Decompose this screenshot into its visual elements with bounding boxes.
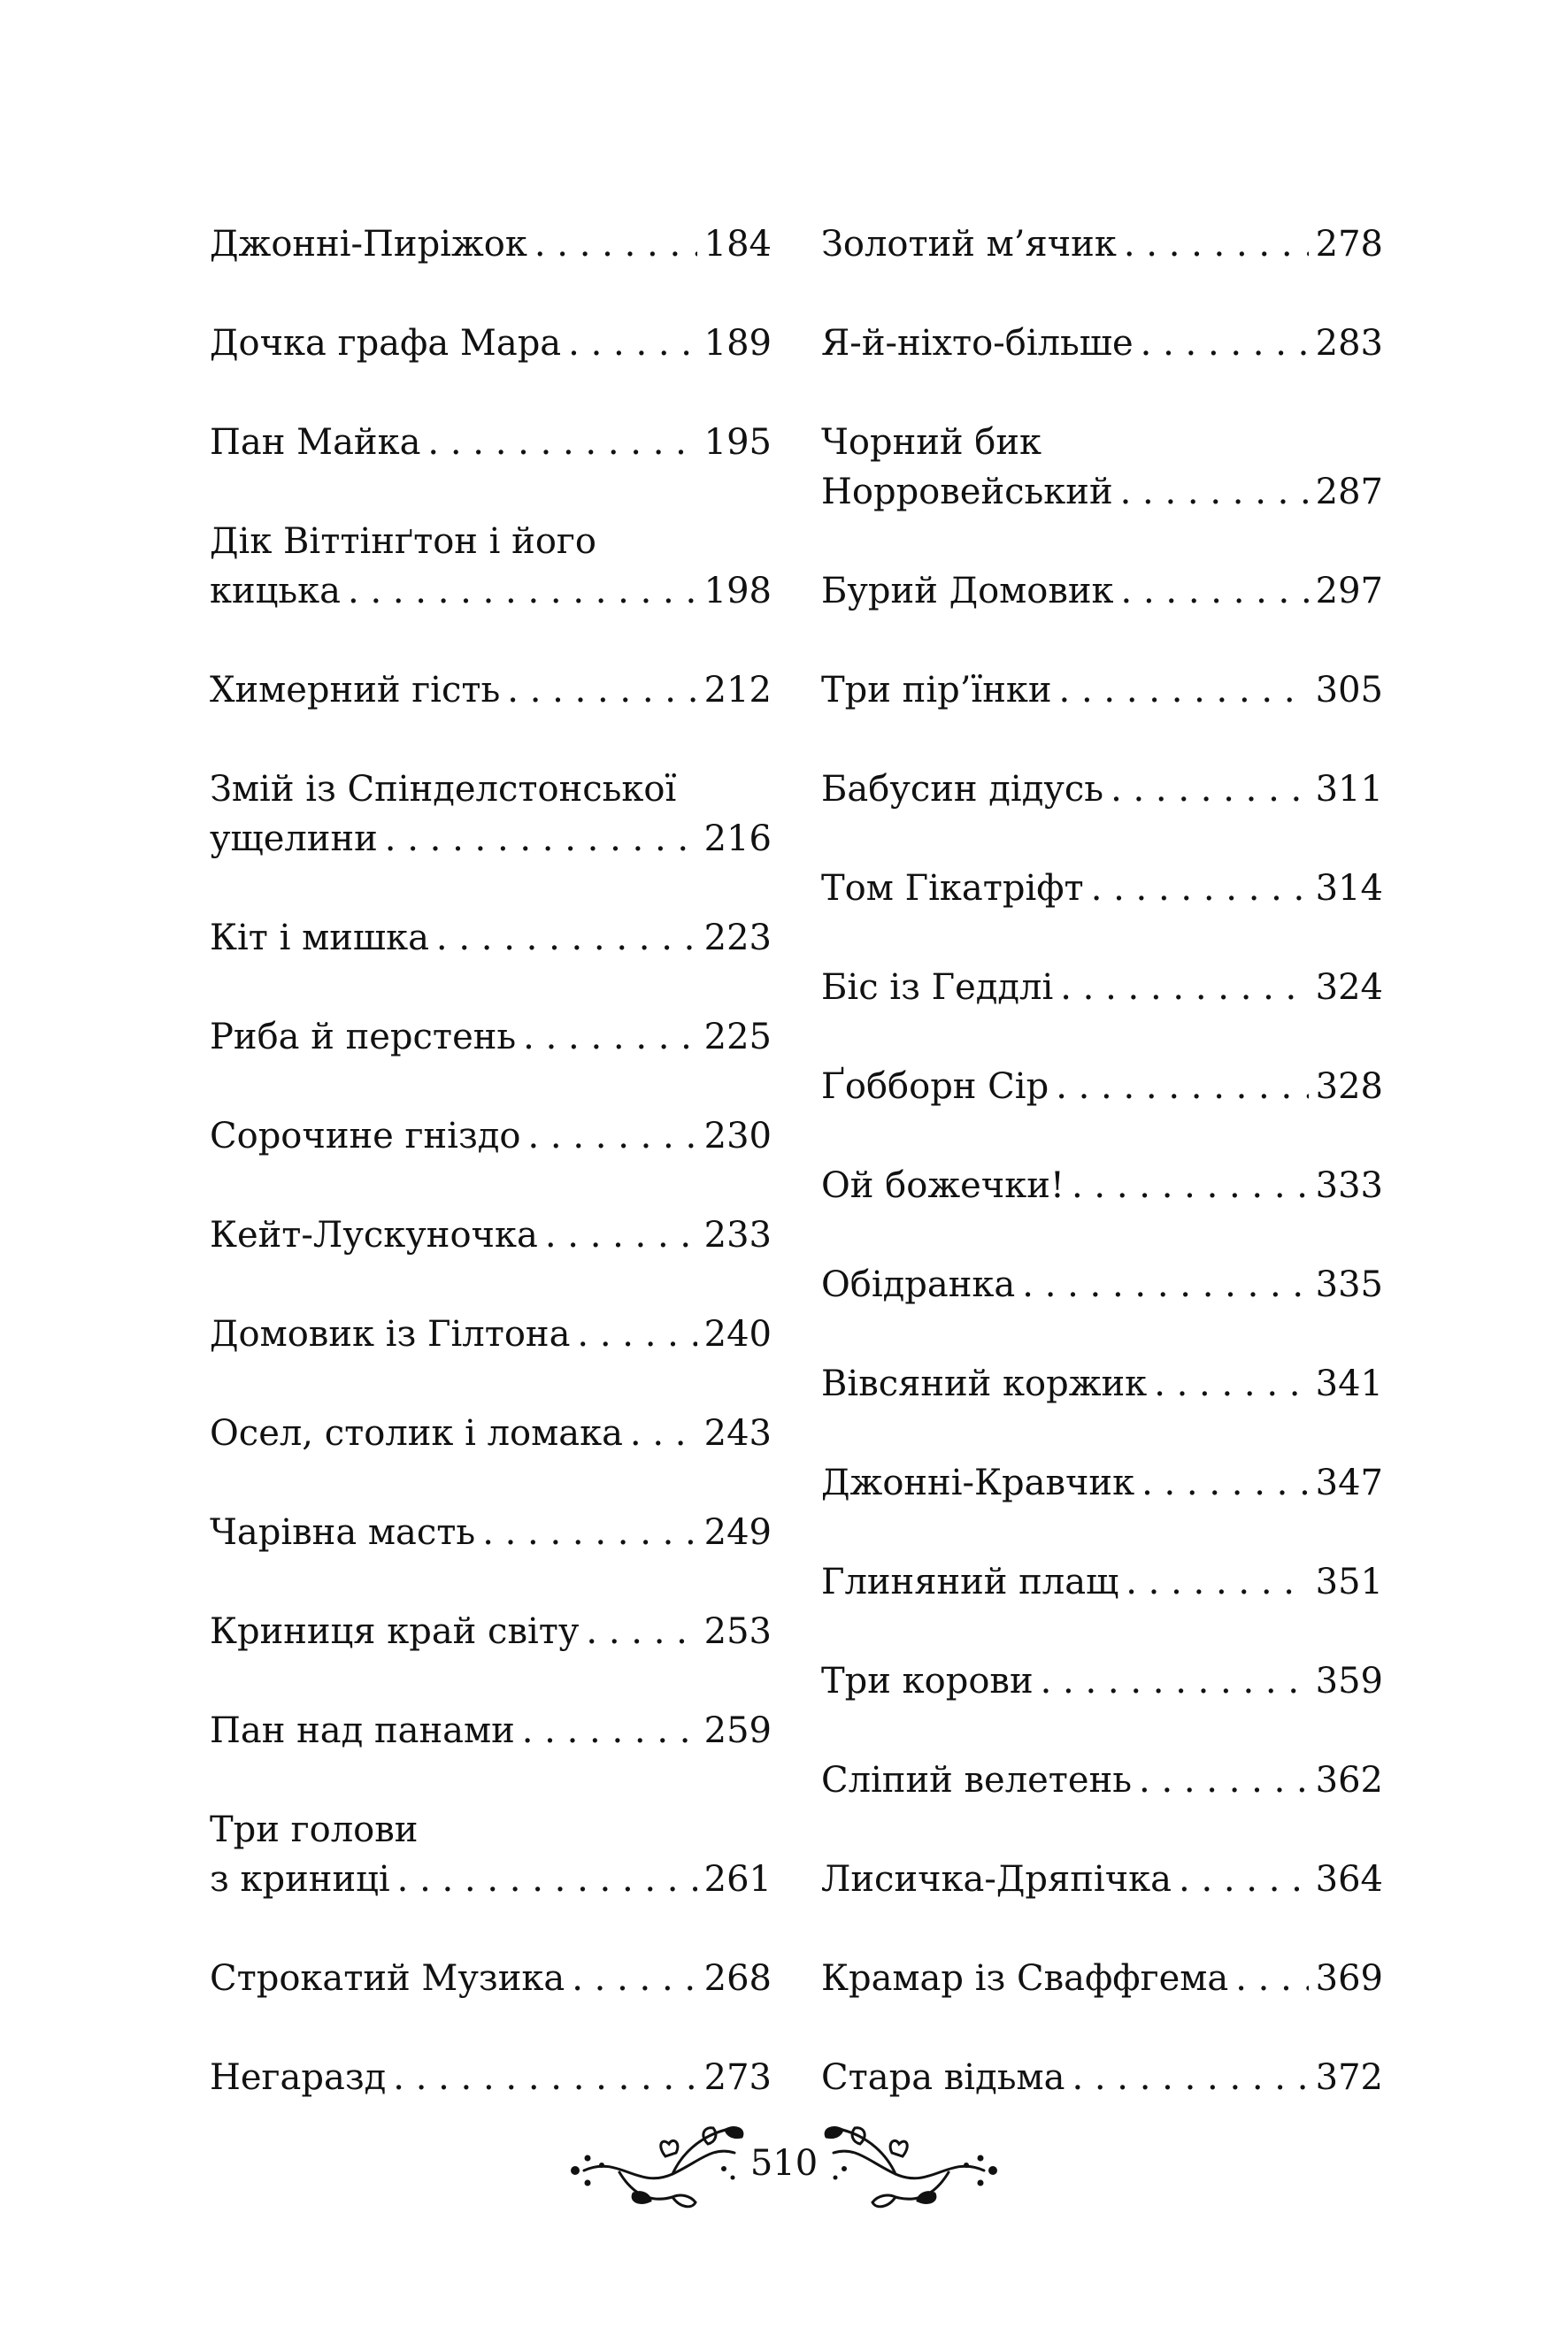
leader-dots — [1111, 764, 1309, 814]
toc-entry-title: Кіт і мишка — [210, 918, 429, 958]
toc-entry-page: 305 — [1315, 670, 1383, 711]
toc-entry-page: 243 — [703, 1413, 772, 1454]
leader-dots — [397, 1855, 697, 1904]
toc-entry-title: Дочка графа Мара — [210, 323, 562, 364]
toc-entry-page: 198 — [703, 571, 772, 611]
toc-entry-page: 372 — [1315, 2057, 1383, 2098]
leader-dots — [523, 1012, 696, 1062]
leader-dots — [522, 1706, 697, 1756]
toc-entry[interactable] — [821, 1756, 1383, 1805]
leader-dots — [527, 1111, 696, 1161]
toc-entry[interactable] — [210, 1508, 772, 1557]
leader-dots — [1072, 2053, 1308, 2102]
toc-entry[interactable] — [821, 319, 1383, 368]
toc-entry-page: 347 — [1315, 1463, 1383, 1503]
toc-entry-title: Ґобборн Сір — [821, 1066, 1049, 1107]
toc-entry-page: 253 — [703, 1611, 772, 1652]
toc-entry[interactable] — [821, 1656, 1383, 1706]
leader-dots — [1235, 1954, 1308, 2003]
toc-entry-title: з криниці — [210, 1859, 390, 1900]
leader-dots — [482, 1508, 696, 1557]
toc-entry[interactable] — [821, 764, 1383, 814]
toc-entry[interactable] — [210, 1012, 772, 1062]
toc-entry-title: Пан над панами — [210, 1710, 515, 1751]
toc-entry[interactable] — [210, 1805, 772, 1904]
toc-entry-title: Крамар із Сваффгема — [821, 1958, 1229, 1999]
toc-entry-page: 364 — [1315, 1859, 1383, 1900]
toc-entry[interactable] — [821, 1161, 1383, 1210]
toc-entry-page: 314 — [1315, 868, 1383, 909]
toc-entry[interactable] — [210, 1607, 772, 1656]
toc-entry[interactable] — [821, 1458, 1383, 1508]
toc-entry[interactable] — [210, 319, 772, 368]
toc-entry-page: 324 — [1315, 967, 1383, 1008]
toc-entry-page: 233 — [703, 1215, 772, 1256]
toc-entry-page: 341 — [1315, 1364, 1383, 1404]
toc-entry-page: 189 — [703, 323, 772, 364]
toc-entry-page: 225 — [703, 1017, 772, 1057]
toc-entry[interactable] — [821, 1557, 1383, 1607]
toc-entry[interactable] — [210, 1409, 772, 1458]
leader-dots — [348, 566, 697, 616]
toc-entry-title: Джонні-Пиріжок — [210, 224, 527, 265]
toc-entry-page: 369 — [1315, 1958, 1383, 1999]
toc-entry-title: Золотий м’ячик — [821, 224, 1117, 265]
toc-entry[interactable] — [821, 1260, 1383, 1310]
toc-entry[interactable] — [210, 1310, 772, 1359]
leader-dots — [572, 1954, 696, 2003]
toc-entry-title-line1: Три голови — [210, 1809, 419, 1850]
leader-dots — [385, 814, 697, 864]
toc-entry[interactable] — [821, 219, 1383, 269]
toc-entry[interactable] — [210, 913, 772, 963]
toc-entry[interactable] — [821, 1062, 1383, 1111]
toc-entry[interactable] — [210, 418, 772, 467]
leader-dots — [393, 2053, 696, 2102]
toc-entry[interactable] — [210, 219, 772, 269]
leader-dots — [1141, 319, 1309, 368]
toc-entry-page: 259 — [703, 1710, 772, 1751]
toc-entry[interactable] — [210, 1111, 772, 1161]
toc-entry-title: Химерний гість — [210, 670, 501, 711]
leader-dots — [534, 219, 697, 269]
toc-entry-title: Норровейський — [821, 472, 1113, 512]
toc-entry-title: Чарівна масть — [210, 1512, 476, 1553]
toc-entry-title: Лисичка-Дряпічка — [821, 1859, 1172, 1900]
toc-entry-title: Строкатий Музика — [210, 1958, 565, 1999]
toc-entry[interactable] — [210, 764, 772, 864]
toc-entry[interactable] — [210, 665, 772, 715]
toc-entry[interactable] — [821, 1855, 1383, 1904]
leader-dots — [507, 665, 696, 715]
toc-entry[interactable] — [210, 1210, 772, 1260]
toc-entry[interactable] — [210, 1954, 772, 2003]
toc-entry[interactable] — [210, 1706, 772, 1756]
toc-entry-title: Криниця край світу — [210, 1611, 580, 1652]
leader-dots — [1139, 1756, 1309, 1805]
toc-entry-page: 283 — [1315, 323, 1383, 364]
leader-dots — [630, 1409, 697, 1458]
leader-dots — [568, 319, 696, 368]
toc-entry-page: 335 — [1315, 1264, 1383, 1305]
toc-entry-title: Сліпий велетень — [821, 1760, 1133, 1801]
leader-dots — [1179, 1855, 1309, 1904]
leader-dots — [1060, 963, 1308, 1012]
toc-entry-title: Бабусин дідусь — [821, 769, 1104, 810]
toc-entry[interactable] — [821, 566, 1383, 616]
toc-entry[interactable] — [821, 1359, 1383, 1409]
toc-entry-title: кицька — [210, 571, 342, 611]
leader-dots — [1126, 1557, 1308, 1607]
leader-dots — [1022, 1260, 1308, 1310]
toc-entry[interactable] — [821, 2053, 1383, 2102]
leader-dots — [1141, 1458, 1309, 1508]
toc-entry-page: 333 — [1315, 1165, 1383, 1206]
toc-entry-page: 273 — [703, 2057, 772, 2098]
leader-dots — [1154, 1359, 1308, 1409]
toc-entry-title: Вівсяний коржик — [821, 1364, 1148, 1404]
toc-entry-page: 184 — [703, 224, 772, 265]
toc-entry-page: 362 — [1315, 1760, 1383, 1801]
leader-dots — [545, 1210, 697, 1260]
toc-entry-page: 216 — [703, 818, 772, 859]
toc-entry[interactable] — [821, 665, 1383, 715]
toc-entry-title: Сорочине гніздо — [210, 1116, 521, 1156]
toc-entry-title: ущелини — [210, 818, 378, 859]
toc-entry-page: 287 — [1315, 472, 1383, 512]
leader-dots — [1041, 1656, 1309, 1706]
toc-entry-title: Ой божечки! — [821, 1165, 1065, 1206]
toc-entry-title: Три пір’їнки — [821, 670, 1052, 711]
page-footer — [0, 2119, 1568, 2225]
toc-entry[interactable] — [821, 1954, 1383, 2003]
toc-entry-page: 268 — [703, 1958, 772, 1999]
toc-entry[interactable] — [821, 864, 1383, 913]
toc-entry-page: 328 — [1315, 1066, 1383, 1107]
toc-entry-title: Риба й перстень — [210, 1017, 517, 1057]
toc-entry-title: Негаразд — [210, 2057, 387, 2098]
leader-dots — [1059, 665, 1309, 715]
toc-entry-title: Обідранка — [821, 1264, 1016, 1305]
toc-entry-title: Пан Майка — [210, 422, 421, 463]
toc-entry-title: Домовик із Гілтона — [210, 1314, 571, 1355]
leader-dots — [1056, 1062, 1308, 1111]
toc-entry-title: Бурий Домовик — [821, 571, 1114, 611]
leader-dots — [436, 913, 697, 963]
toc-entry-page: 351 — [1315, 1562, 1383, 1602]
toc-entry-title-line1: Дік Віттінґтон і його — [210, 521, 596, 562]
toc-entry-title: Три корови — [821, 1661, 1034, 1702]
leader-dots — [586, 1607, 696, 1656]
toc-entry-title: Я-й-ніхто-більше — [821, 323, 1134, 364]
toc-entry-title: Біс із Геддлі — [821, 967, 1054, 1008]
toc-entry-page: 195 — [703, 422, 772, 463]
toc-entry-page: 230 — [703, 1116, 772, 1156]
leader-dots — [1120, 467, 1309, 517]
toc-entry-page: 212 — [703, 670, 772, 711]
leader-dots — [1072, 1161, 1309, 1210]
toc-entry-title: Стара відьма — [821, 2057, 1065, 2098]
toc-entry-page: 297 — [1315, 571, 1383, 611]
toc-entry-title: Том Гікатріфт — [821, 868, 1084, 909]
toc-entry-page: 261 — [703, 1859, 772, 1900]
toc-entry-page: 240 — [703, 1314, 772, 1355]
toc-entry-page: 223 — [703, 918, 772, 958]
toc-entry-page: 311 — [1315, 769, 1383, 810]
toc-entry-title: Джонні-Кравчик — [821, 1463, 1135, 1503]
toc-entry[interactable] — [821, 963, 1383, 1012]
leader-dots — [1124, 219, 1309, 269]
toc-entry-title-line1: Чорний бик — [821, 422, 1042, 463]
leader-dots — [1091, 864, 1309, 913]
toc-entry-page: 249 — [703, 1512, 772, 1553]
toc-entry-title: Осел, столик і ломака — [210, 1413, 623, 1454]
toc-entry-page: 278 — [1315, 224, 1383, 265]
toc-entry-title: Глиняний плащ — [821, 1562, 1119, 1602]
page-number: 510 — [749, 2143, 819, 2184]
leader-dots — [577, 1310, 696, 1359]
leader-dots — [427, 418, 696, 467]
toc-entry-title-line1: Змій із Спінделстонської — [210, 769, 677, 810]
toc-entry[interactable] — [821, 418, 1383, 517]
toc-entry-title: Кейт-Лускуночка — [210, 1215, 538, 1256]
leader-dots — [1121, 566, 1309, 616]
toc-entry[interactable] — [210, 517, 772, 616]
toc-entry-page: 359 — [1315, 1661, 1383, 1702]
toc-entry[interactable] — [210, 2053, 772, 2102]
